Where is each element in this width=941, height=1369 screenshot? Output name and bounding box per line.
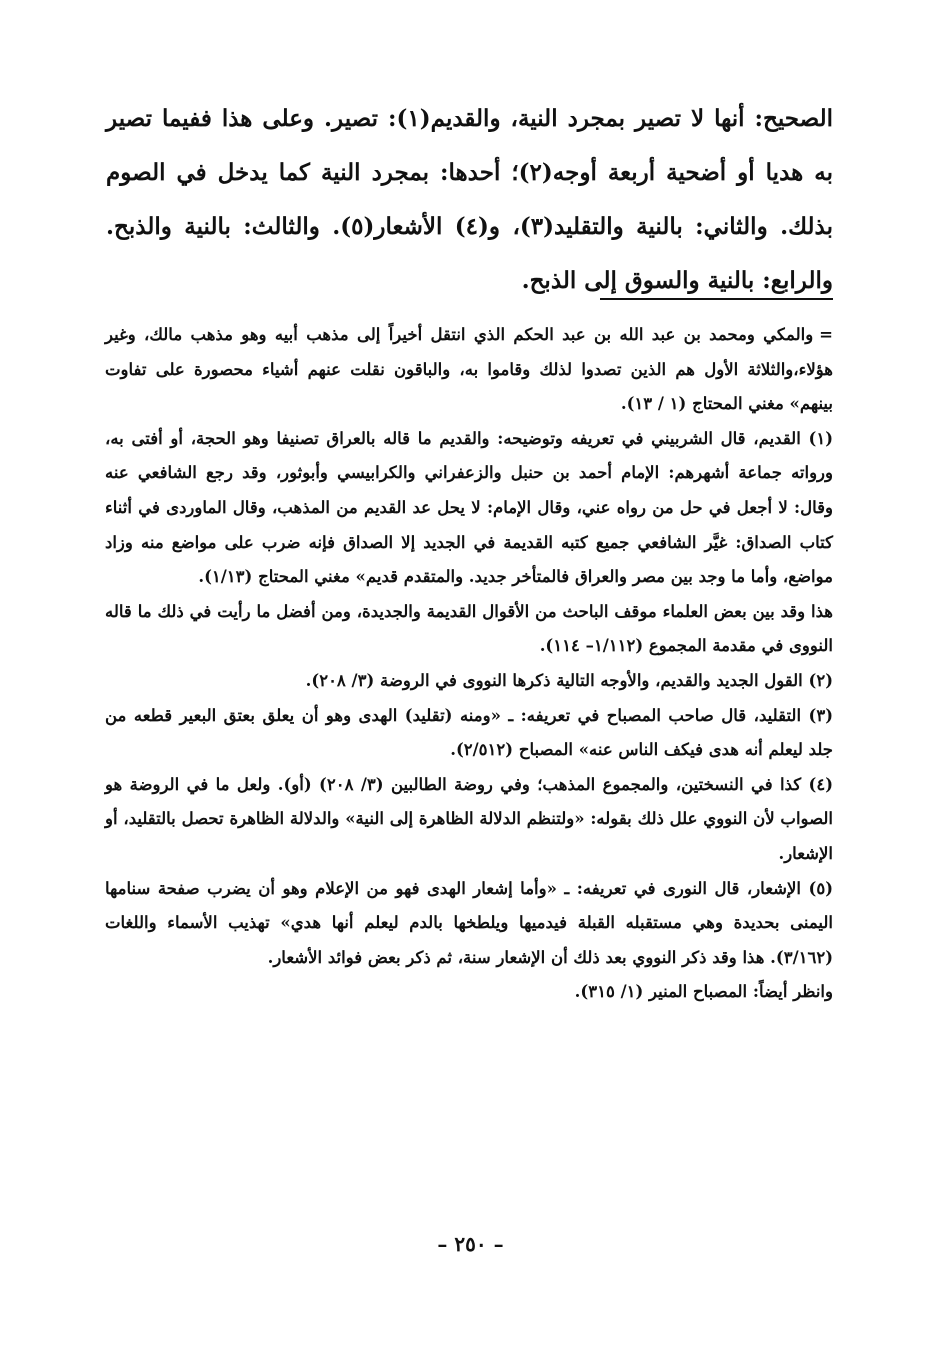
page-number: – ٢٥٠ – (437, 1232, 504, 1256)
footnote-separator (600, 298, 833, 300)
continuation-marker: = (819, 325, 833, 344)
main-paragraph: الصحيح: أنها لا تصير بمجرد النية، والقديم(١): تصير. وعلى هذا ففيما تصير به هديا أو أضحية أربعة أوجه(٢)؛ أحدها: بمجرد النية كما يدخل في الصوم بذلك. والثاني: بالنية والتقليد(٣)، و(٤) الأشعار(٥). والثالث: بالنية والذبح. والرابع: بالنية والسوق إلى الذبح. (106, 105, 834, 294)
footnote-1: (١) القديم، قال الشربيني في تعريفه وتوضيحه: والقديم ما قاله بالعراق تصنيفا وهو الحجة، أو أفتى به، ورواته جماعة أشهرهم: الإمام أحمد بن حنبل والزعفراني والكرابيسي وأبوثور، وقد رجع الشافعي عنه وقال: لا أجعل في حل من رواه عني، وقال الإمام: لا يحل عد القديم من المذهب، وقال الماوردى في أثناء كتاب الصداق: غيَّر الشافعي جميع كتبه القديمة في الجديد إلا الصداق فإنه ضرب على مواضع منه وزاد مواضع، وأما ما وجد بين مصر والعراق فالمتأخر جديد. والمتقدم قديم» مغني المحتاج (١/١٣). (105, 428, 833, 587)
main-text (106, 92, 833, 308)
footnote-5: (٥) الإشعار، قال النورى في تعريفه: ـ «وأما إشعار الهدى فهو من الإعلام وهو أن يضرب صفحة سنامها اليمنى بحديدة وهي مستقبله القبلة فيدميها ويلطخها بالدم ليعلم أنها هدي» تهذيب الأسماء واللغات (٣/١٦٢). هذا وقد ذكر النووي بعد ذلك أن الإشعار سنة، ثم ذكر بعض فوائد الأشعار. (105, 878, 833, 967)
footnote-2: (٢) القول الجديد والقديم، والأوجه التالية ذكرها النووى في الروضة (٣/ ٢٠٨). (305, 670, 833, 690)
footnote-3: (٣) التقليد، قال صاحب المصباح في تعريفه: ـ «ومنه (تقليد) الهدى وهو أن يعلق بعتق البعير قطعه من جلد ليعلم أنه هدى فيكف الناس عنه» المصباح (٢/٥١٢). (105, 705, 833, 760)
footnote-4: (٤) كذا في النسختين، والمجموع المذهب؛ وفي روضة الطالبين (٣/ ٢٠٨) (أو). ولعل ما في الروضة هو الصواب لأن النووي علل ذلك بقوله: «ولتنظم الدلالة الظاهرة إلى النية» والدلالة الظاهرة تحصل بالتقليد، أو الإشعار. (105, 774, 833, 863)
footnote-5-addendum: وانظر أيضاً: المصباح المنير (١/ ٣١٥). (574, 982, 833, 1002)
footnote-continuation (105, 318, 833, 422)
footnote-1-addendum: هذا وقد بين بعض العلماء موقف الباحث من الأقوال القديمة والجديدة، ومن أفضل ما رأيت في ذلك ما قاله النووى في مقدمة المجموع (١/١١٢– ١١٤). (105, 601, 833, 656)
footnotes (105, 318, 833, 1010)
continuation-text: والمكي ومحمد بن عبد الله بن عبد الحكم الذي انتقل أخيراً إلى مذهب أبيه وهو مذهب مالك، وغير هؤلاء،والثلاثة الأول هم الذين تصدوا لذلك وقاموا به، والباقون نقلت عنهم أشياء محصورة على تفاوت بينهم» مغني المحتاج (١ / ١٣). (105, 325, 833, 414)
